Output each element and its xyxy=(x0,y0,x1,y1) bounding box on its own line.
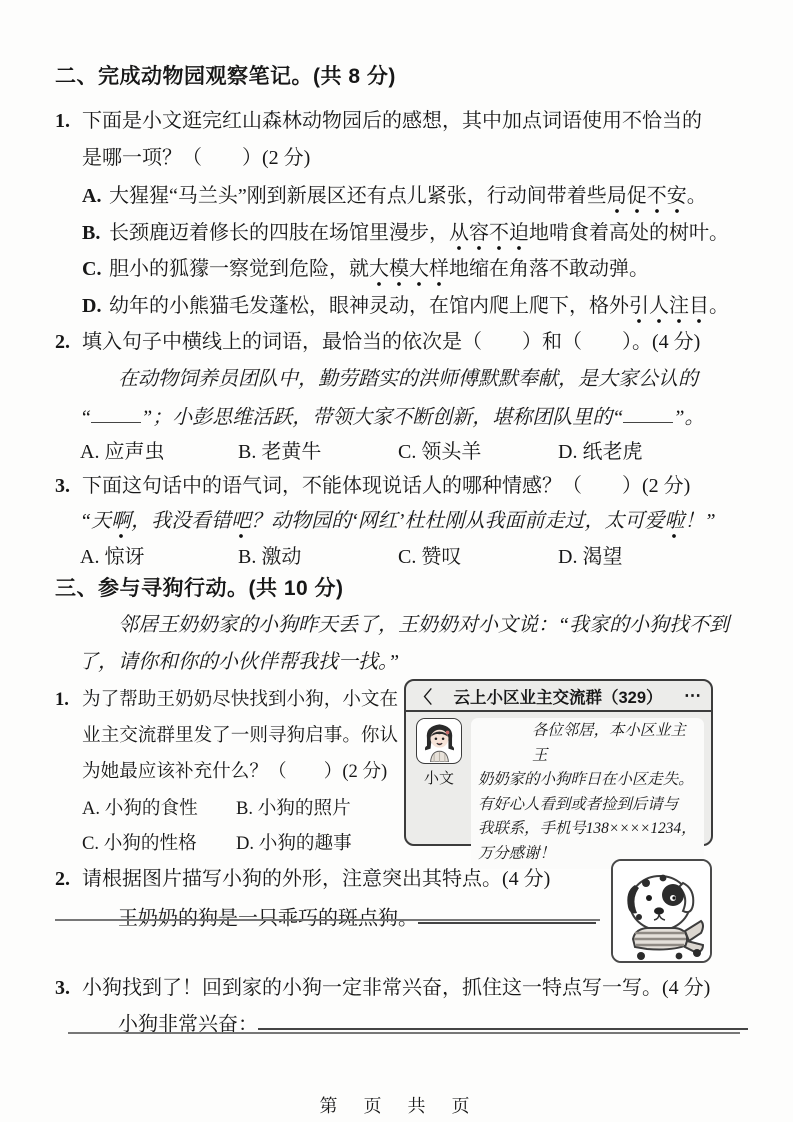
s2-q3-option-c: C. 赞叹 xyxy=(398,546,462,568)
s2-q3-option-b: B. 激动 xyxy=(238,546,302,568)
message-line: 有好心人看到或者捡到后请与 xyxy=(478,795,679,813)
s2-q3-head xyxy=(55,473,690,499)
choice-b-text: 长颈鹿迈着修长的四肢在场馆里漫步， xyxy=(109,222,449,244)
quote-emphasis-ba: 吧 xyxy=(231,510,251,539)
sender-name: 小文 xyxy=(423,771,454,787)
s2-q1-text1: 下面是小文逛完红山森林动物园后的感想，其中加点词语使用不恰当的 xyxy=(82,110,702,132)
page-footer: 第 页 共 页 xyxy=(319,1096,474,1116)
s2-q1-choice-d xyxy=(82,293,729,319)
passage-middle: ”；小彭思维活跃，带领大家不断创新，堪称团队里的“ xyxy=(141,406,624,429)
quote-seg: ？动物园的‘网红’杜杜刚从我面前走过，太可爱 xyxy=(251,510,665,532)
s2-q1-choice-b xyxy=(82,220,729,246)
s2-q2-option-c: C. 领头羊 xyxy=(398,441,482,463)
s3-q3-text: 小狗找到了！回到家的小狗一定非常兴奋，抓住这一特点写一写。(4 分) xyxy=(82,977,711,999)
chat-body xyxy=(406,712,711,875)
message-line: 我联系，手机号138××××1234， xyxy=(478,820,697,838)
choice-a-emphasis: 局促不安 xyxy=(607,185,687,214)
choice-c-post: 地缩在角落不敢动弹。 xyxy=(449,258,649,280)
s3-q2-number: 2. xyxy=(55,868,70,890)
s3-q2-answer-line xyxy=(118,902,596,931)
s2-q2-number: 2. xyxy=(55,331,70,353)
s3-q1-line2: 业主交流群里发了一则寻狗启事。你认 xyxy=(82,725,399,746)
quote-emphasis-a: 啊 xyxy=(111,510,131,539)
chat-group-title: 云上小区业主交流群（329） xyxy=(453,688,663,707)
s2-q1-number: 1. xyxy=(55,110,70,132)
s2-q3-option-d: D. 渴望 xyxy=(558,546,623,568)
quote-seg: ！” xyxy=(684,510,716,532)
section-2-heading: 二、完成动物园观察笔记。(共 8 分) xyxy=(55,65,396,88)
s2-q2-head xyxy=(55,329,700,355)
section-3-heading: 三、参与寻狗行动。(共 10 分) xyxy=(55,577,344,600)
chat-header xyxy=(406,681,711,712)
sender-column xyxy=(413,718,465,869)
answer-rule-line xyxy=(55,919,600,921)
choice-d-emphasis: 引人注目 xyxy=(629,295,709,324)
more-options-icon[interactable]: ⋯ xyxy=(684,685,702,705)
s3-q3-number: 3. xyxy=(55,977,70,999)
s2-q2-option-d: D. 纸老虎 xyxy=(558,441,643,463)
choice-b-post: 地啃食着高处的树叶。 xyxy=(529,222,729,244)
s3-q1-option-a: A. 小狗的食性 xyxy=(82,798,198,819)
fill-blank-1 xyxy=(91,402,141,423)
s2-q3-quote xyxy=(80,508,716,534)
message-line: 奶奶家的小狗昨日在小区走失。 xyxy=(478,771,694,789)
s3-q3-head xyxy=(55,975,710,1001)
s2-q2-passage-line2 xyxy=(80,402,705,430)
s3-intro-line2: 了，请你和你的小伙伴帮我找一找。” xyxy=(78,651,400,673)
choice-d-label: D. xyxy=(82,295,102,317)
message-line: 万分感谢！ xyxy=(478,844,555,862)
quote-seg: ，我没看错 xyxy=(131,510,232,532)
s2-q3-option-a: A. 惊讶 xyxy=(80,546,145,568)
fill-blank-2 xyxy=(623,402,673,423)
quote-seg: “天 xyxy=(80,510,112,532)
choice-c-emphasis: 大模大样 xyxy=(369,258,449,287)
quote-close: ”。 xyxy=(673,406,705,429)
s3-q1-option-b: B. 小狗的照片 xyxy=(236,798,351,819)
avatar xyxy=(416,718,462,764)
s2-q1-line1 xyxy=(55,108,702,134)
s2-q2-option-a: A. 应声虫 xyxy=(80,441,165,463)
answer-blank xyxy=(258,1008,748,1030)
chat-message-bubble xyxy=(471,718,704,869)
s2-q1-choice-a xyxy=(82,183,707,209)
message-line: 各位邻居，本小区业主王 xyxy=(532,722,686,764)
s3-q2-text: 请根据图片描写小狗的外形，注意突出其特点。(4 分) xyxy=(82,868,551,890)
choice-d-post: 。 xyxy=(709,295,729,317)
choice-b-emphasis: 从容不迫 xyxy=(449,222,529,251)
quote-emphasis-la: 啦 xyxy=(664,510,684,539)
s2-q3-text: 下面这句话中的语气词，不能体现说话人的哪种情感？（ ）(2 分) xyxy=(82,475,691,497)
s3-intro-line1: 邻居王奶奶家的小狗昨天丢了，王奶奶对小文说：“我家的小狗找不到 xyxy=(118,614,730,636)
girl-avatar-icon xyxy=(418,719,461,762)
s3-q1-number: 1. xyxy=(55,689,69,710)
choice-a-post: 。 xyxy=(686,185,707,207)
s3-q1-line1 xyxy=(55,687,398,713)
choice-c-label: C. xyxy=(82,258,102,280)
s3-q1-option-d: D. 小狗的趣事 xyxy=(236,833,352,854)
s3-q3-answer-stem: 小狗非常兴奋： xyxy=(118,1013,258,1036)
s2-q2-text: 填入句子中横线上的词语，最恰当的依次是（ ）和（ ）。(4 分) xyxy=(82,331,701,353)
answer-rule-line xyxy=(68,1032,740,1034)
s2-q2-option-b: B. 老黄牛 xyxy=(238,441,322,463)
back-chevron-icon[interactable]: 〈 xyxy=(415,688,432,707)
dalmatian-dog-icon xyxy=(613,861,710,961)
s3-q2-head xyxy=(55,866,550,892)
s2-q2-passage-line1: 在动物饲养员团队中，勤劳踏实的洪师傅默默奉献，是大家公认的 xyxy=(118,368,698,390)
s2-q3-number: 3. xyxy=(55,475,70,497)
s3-q2-answer-stem: 王奶奶的狗是一只乖巧的斑点狗。 xyxy=(118,907,418,930)
s3-q1-text1: 为了帮助王奶奶尽快找到小狗，小文在 xyxy=(82,689,399,710)
answer-blank xyxy=(418,902,596,924)
s3-q1-option-c: C. 小狗的性格 xyxy=(82,833,197,854)
choice-a-label: A. xyxy=(82,185,102,207)
choice-c-text: 胆小的狐獴一察觉到危险，就 xyxy=(109,258,369,280)
choice-b-label: B. xyxy=(82,222,101,244)
s2-q1-choice-c xyxy=(82,256,649,282)
choice-d-text: 幼年的小熊猫毛发蓬松，眼神灵动，在馆内爬上爬下，格外 xyxy=(109,295,629,317)
quote-open: “ xyxy=(80,406,92,429)
s3-q1-line3: 为她最应该补充什么？（ ）(2 分) xyxy=(82,761,388,782)
s2-q1-line2: 是哪一项？（ ）(2 分) xyxy=(82,147,311,169)
chat-group-panel xyxy=(404,679,713,862)
dalmatian-photo xyxy=(611,859,712,963)
choice-a-text: 大猩猩“马兰头”刚到新展区还有点儿紧张，行动间带着些 xyxy=(109,185,607,207)
